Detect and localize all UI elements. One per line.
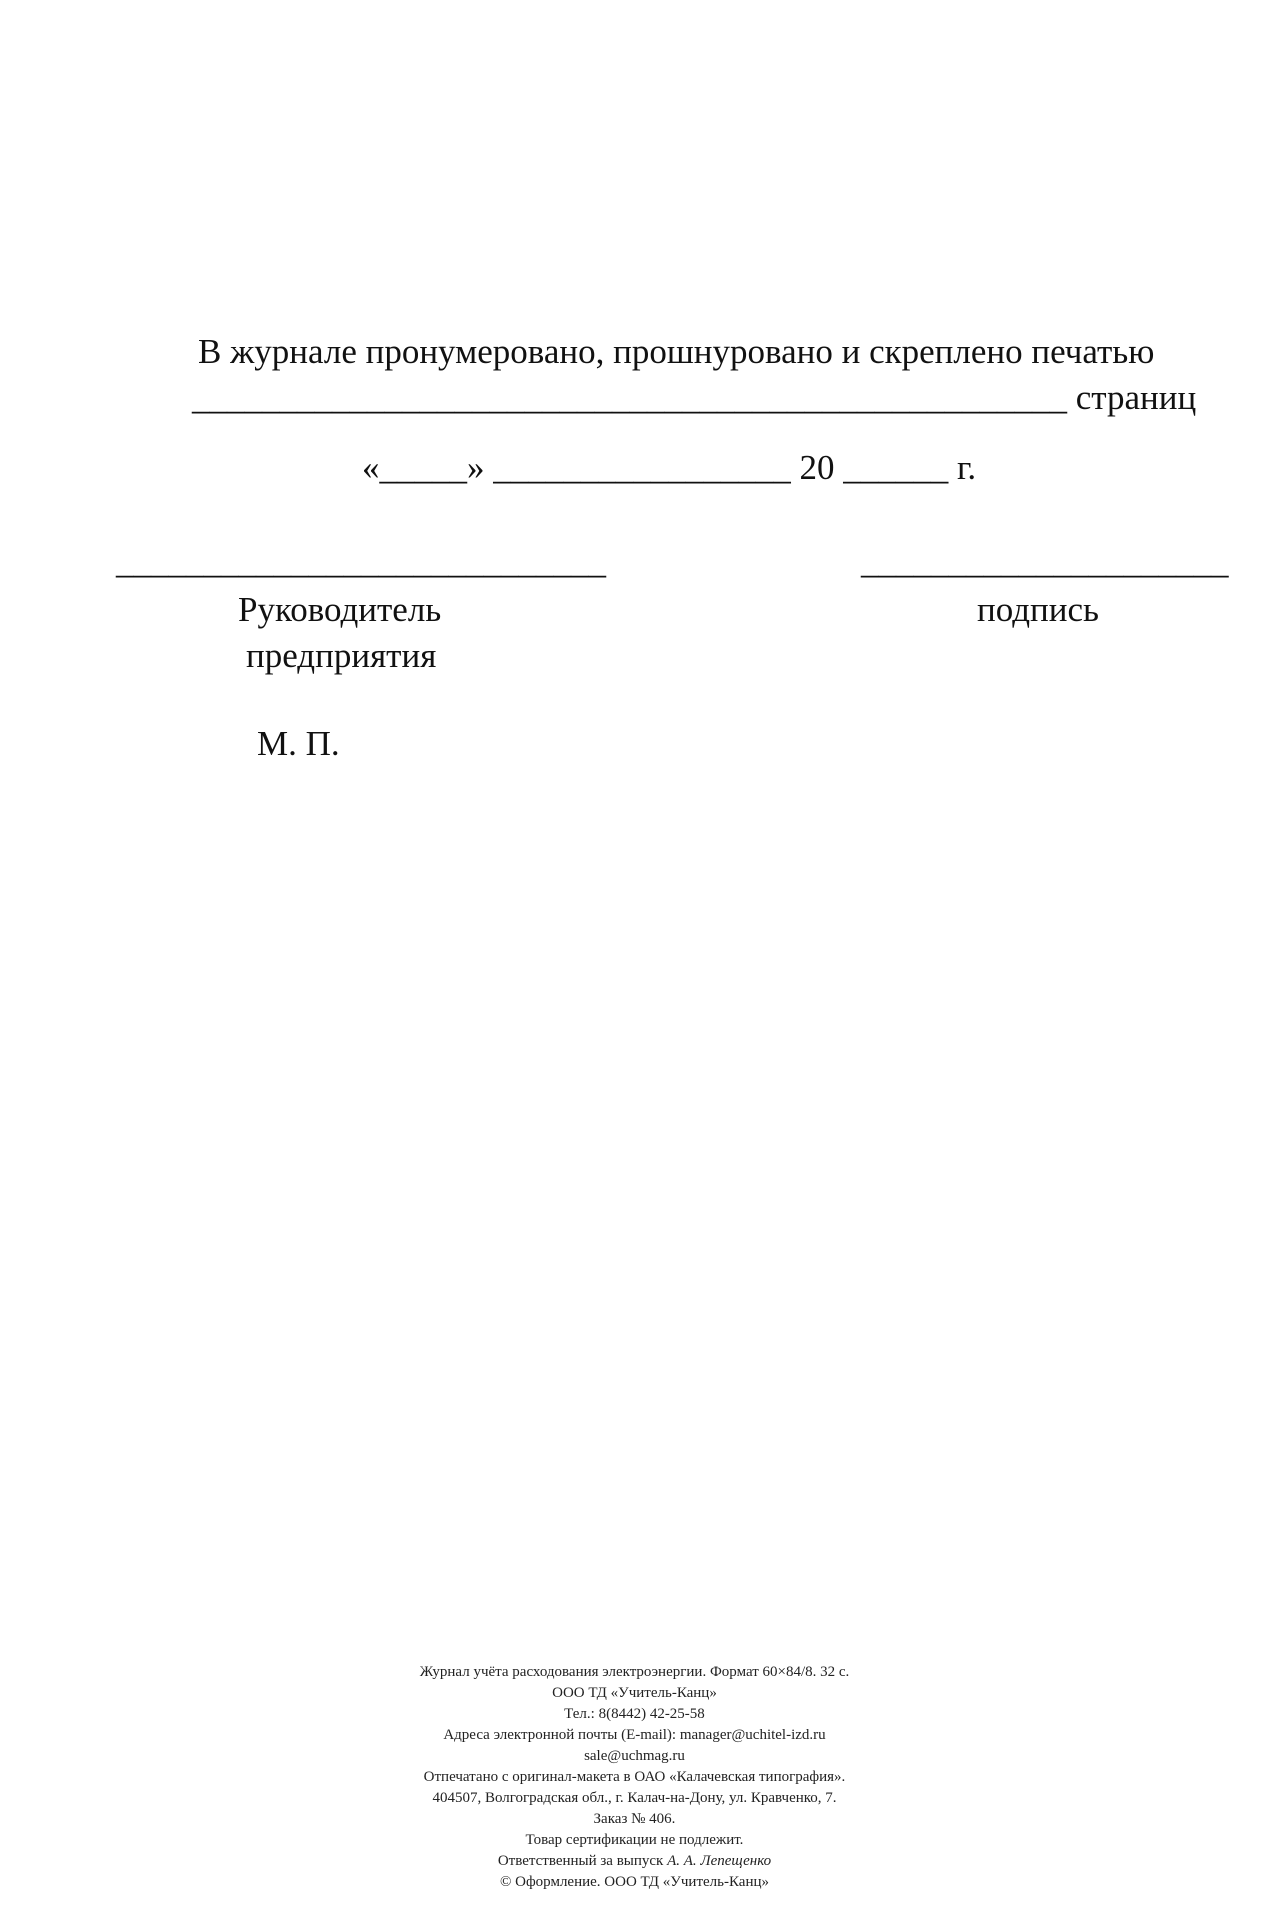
imprint-email: Адреса электронной почты (E-mail): manager@uchitel-izd.ru — [443, 1727, 826, 1743]
imprint-order: Заказ № 406. — [593, 1811, 676, 1827]
signature-label: подпись — [977, 590, 1099, 629]
imprint-title: Журнал учёта расходования электроэнергии. Формат 60×84/8. 32 с. — [419, 1664, 850, 1680]
imprint-publisher: ООО ТД «Учитель-Канц» — [552, 1685, 717, 1701]
enterprise-label: предприятия — [246, 636, 437, 675]
imprint-responsible-name: А. А. Лепещенко — [667, 1853, 772, 1869]
manager-signature-line: ____________________________ — [116, 542, 606, 581]
signature-line: _____________________ — [861, 542, 1229, 581]
stamp-place-label: М. П. — [257, 724, 340, 763]
imprint-copyright: © Оформление. ООО ТД «Учитель-Канц» — [499, 1874, 769, 1890]
imprint-address: 404507, Волгоградская обл., г. Калач-на-Дону, ул. Кравченко, 7. — [432, 1790, 837, 1806]
imprint-phone: Тел.: 8(8442) 42-25-58 — [564, 1706, 705, 1722]
date-line: «_____» _________________ 20 ______ г. — [362, 448, 977, 487]
imprint-email-2: sale@uchmag.ru — [584, 1748, 685, 1764]
certification-heading: В журнале пронумеровано, прошнуровано и скреплено печатью — [198, 332, 1155, 371]
imprint-responsible-label: Ответственный за выпуск — [497, 1853, 668, 1869]
manager-label: Руководитель — [238, 590, 442, 629]
imprint — [0, 1662, 1269, 1893]
page-count-line: __________________________________________________ страниц — [192, 378, 1197, 417]
imprint-responsible — [0, 1851, 1269, 1872]
imprint-certification-note: Товар сертификации не подлежит. — [525, 1832, 744, 1848]
imprint-printer: Отпечатано с оригинал-макета в ОАО «Калачевская типография». — [423, 1769, 846, 1785]
